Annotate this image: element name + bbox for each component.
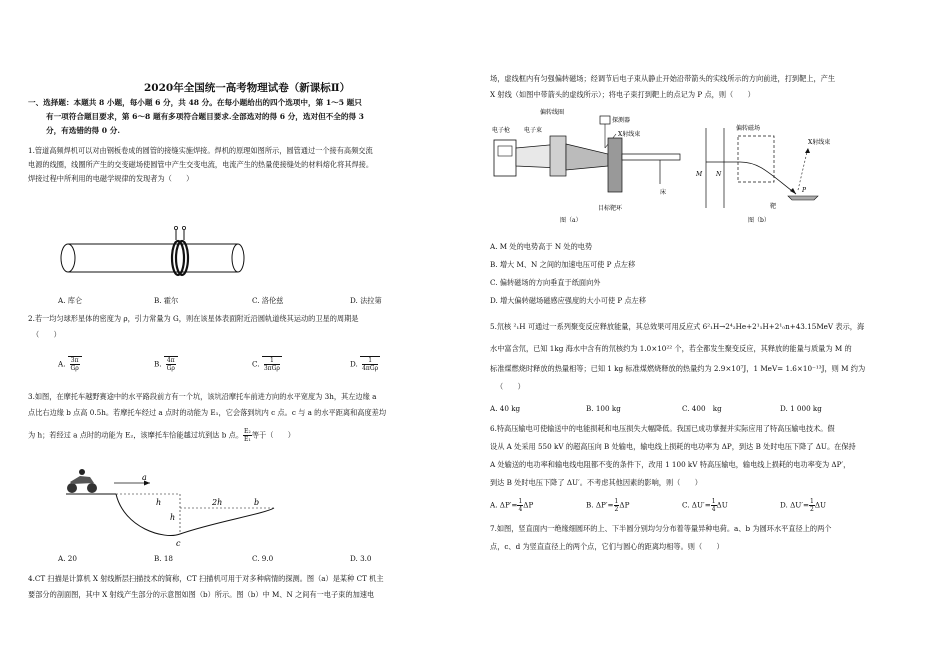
label-target: 靶 (770, 203, 777, 210)
q1-figure-pipe-coil (58, 222, 268, 292)
label-a: a (142, 473, 147, 482)
q5-text: 标准煤燃烧时释放的热量相等；已知 1 kg 标准煤燃烧释放的热量约为 2.9×10⁷J，1 MeV= 1.6×10⁻¹³J，则 M 约为 (490, 364, 866, 373)
q7-text: 7.如图，竖直面内一绝缘细圆环的上、下半圆分别均匀分布着等量异种电荷。a、b 为圆环水平直径上的两个 (490, 524, 832, 533)
q2-option-c: C. $\frac{1}{\text{3πGρ}}$ (252, 357, 280, 372)
q2-text: 2.若一均匀球形星体的密度为 ρ，引力常量为 G，则在该星体表面附近沿圆轨道绕其运动的卫星的周期是 (28, 314, 359, 323)
q4-text: 场，虚线框内有匀强偏转磁场；经调节后电子束从静止开始沿带箭头的实线所示的方向前进，打到靶上，产生 (490, 74, 836, 83)
label-2h: 2h (212, 498, 223, 507)
q4-text: 要部分的剖面图，其中 X 射线产生部分的示意图如图（b）所示。图（b）中 M、N 之间有一电子束的加速电 (28, 590, 375, 599)
label-xray: X射线束 (808, 139, 831, 146)
q5-text: （ ） (496, 382, 525, 391)
label-xray: X射线束 (618, 131, 641, 138)
q2-option-b: B. $\frac{4\pi}{G\rho}$ (154, 356, 178, 372)
label-b: b (254, 498, 260, 507)
q1-option-a: A. 库仑 (58, 296, 83, 305)
q6-option-a: A. ΔP′= $\frac{1}{4}$ ΔP (490, 498, 534, 513)
q4-option-a: A. M 处的电势高于 N 处的电势 (490, 242, 593, 251)
label-coil: 偏转线圈 (540, 109, 565, 116)
q5-text: 水中富含氘，已知 1kg 海水中含有的氘核约为 1.0×10²² 个，若全都发生聚变反应，其释放的能量与质量为 M 的 (490, 344, 852, 353)
q6-text: 设从 A 处采用 550 kV 的超高压向 B 处输电，输电线上损耗的电功率为 ΔP，到达 B 处时电压下降了 ΔU。在保持 (490, 442, 856, 451)
q3-option-b: B. 18 (154, 554, 173, 563)
q1-option-b: B. 霍尔 (154, 296, 179, 305)
label-M: M (696, 171, 703, 178)
q3-figure-pit (64, 468, 284, 548)
q4-option-d: D. 增大偏转磁场磁感应强度的大小可使 P 点左移 (490, 296, 647, 305)
q6-option-b: B. ΔP′= $\frac{1}{2}$ ΔP (586, 498, 630, 513)
motorcycle-icon (67, 469, 97, 493)
label-target: 目标靶环 (598, 205, 623, 212)
q5-option-b: B. 100 kg (586, 404, 621, 413)
q3-text: 为 h；若经过 a 点时的动能为 E₂，该摩托车恰能越过坑到达 b 点。 $\frac{\text{E₂}}{\text{E₁}}$ 等于（ ） (28, 428, 295, 443)
section-heading: 分，有选错的得 0 分. (46, 126, 120, 135)
q1-option-c: C. 洛伦兹 (252, 296, 284, 305)
label-field: 偏转磁场 (736, 125, 761, 132)
figure-b-caption: 图（b） (748, 217, 770, 224)
q4-option-c: C. 偏转磁场的方向垂直于纸面向外 (490, 278, 601, 287)
q3-option-a: A. 20 (58, 554, 77, 563)
q5-option-c: C. 400 kg (682, 404, 722, 413)
label-h: h (170, 513, 176, 522)
q4-figure-a-ct-machine (490, 104, 690, 224)
q6-option-d: D. ΔU′= $\frac{1}{2}$ ΔU (780, 498, 827, 513)
label-bed: 床 (660, 189, 667, 196)
q2-option-d: D. $\frac{1}{\text{4πGρ}}$ (350, 357, 379, 372)
q5-option-a: A. 40 kg (490, 404, 521, 413)
label-N: N (716, 171, 722, 178)
q3-text: 3.如图，在摩托车越野赛途中的水平路段前方有一个坑，该坑沿摩托车前进方向的水平宽度为 3h，其左边缘 a (28, 392, 377, 401)
figure-a-caption: 图（a） (560, 217, 582, 224)
q1-text: 1.管道高频焊机可以对由钢板卷成的圆管的接缝实施焊接。焊机的原理如图所示，圆管通过一个接有高频交流 (28, 146, 373, 155)
label-c: c (176, 539, 181, 548)
label-h: h (156, 498, 162, 507)
section-heading: 一、选择题：本题共 8 小题，每小题 6 分，共 48 分。在每小题给出的四个选项中，第 1～5 题只 (28, 98, 362, 107)
q1-option-d: D. 法拉第 (350, 296, 382, 305)
q2-option-a: A. $\frac{3\pi}{G\rho}$ (58, 356, 82, 372)
q4-option-b: B. 增大 M、N 之间的加速电压可使 P 点左移 (490, 260, 636, 269)
q3-text: 点比右边缘 b 点高 0.5h。若摩托车经过 a 点时的动能为 E₁，它会落到坑内 c 点。c 与 a 的水平距离和高度差均 (28, 408, 387, 417)
q1-text: 电源的线圈，线圈所产生的交变磁场使圆管中产生交变电流，电流产生的热量使接缝处的材料熔化将其焊接。 (28, 160, 374, 169)
q5-text: 5.氘核 ²₁H 可通过一系列聚变反应释放能量，其总效果可用反应式 6²₁H→2⁴₂He+2¹₁H+2¹₀n+43.15MeV 表示，海 (490, 322, 865, 331)
label-beam: 电子束 (524, 127, 543, 134)
q7-text: 点，c、d 为竖直直径上的两个点，它们与圆心的距离均相等。则（ ） (490, 542, 724, 551)
q1-text: 焊接过程中所利用的电磁学规律的发现者为（ ） (28, 174, 194, 183)
right-column (490, 0, 910, 671)
q5-option-d: D. 1 000 kg (780, 404, 822, 413)
q4-text: 4.CT 扫描是计算机 X 射线断层扫描技术的简称，CT 扫描机可用于对多种病情的探测。图（a）是某种 CT 机主 (28, 574, 384, 583)
q6-text: 6.特高压输电可使输送中的电能损耗和电压损失大幅降低。我国已成功掌握并实际应用了特高压输电技术。假 (490, 424, 835, 433)
label-gun: 电子枪 (492, 127, 511, 134)
q6-text: 到达 B 处时电压下降了 ΔU′。不考虑其他因素的影响，则（ ） (490, 478, 702, 487)
left-column (28, 0, 448, 671)
label-P: P (802, 187, 807, 194)
q2-text: （ ） (32, 330, 61, 339)
page-title: 2020年全国统一高考物理试卷（新课标Ⅱ） (144, 82, 351, 94)
q3-option-c: C. 9.0 (252, 554, 274, 563)
label-detector: 探测器 (612, 117, 631, 124)
section-heading: 有一项符合题目要求，第 6～8 题有多项符合题目要求.全部选对的得 6 分，选对但不全的得 3 (46, 112, 364, 121)
q6-text: A 处输送的电功率和输电线电阻都不变的条件下，改用 1 100 kV 特高压输电，输电线上损耗的电功率变为 ΔP′， (490, 460, 851, 469)
q4-text: X 射线（如图中带箭头的虚线所示）；将电子束打到靶上的点记为 P 点，则（ ） (490, 90, 755, 99)
q4-figure-b-deflection (690, 104, 870, 226)
q3-option-d: D. 3.0 (350, 554, 372, 563)
q6-option-c: C. ΔU′= $\frac{1}{4}$ ΔU (682, 498, 728, 513)
